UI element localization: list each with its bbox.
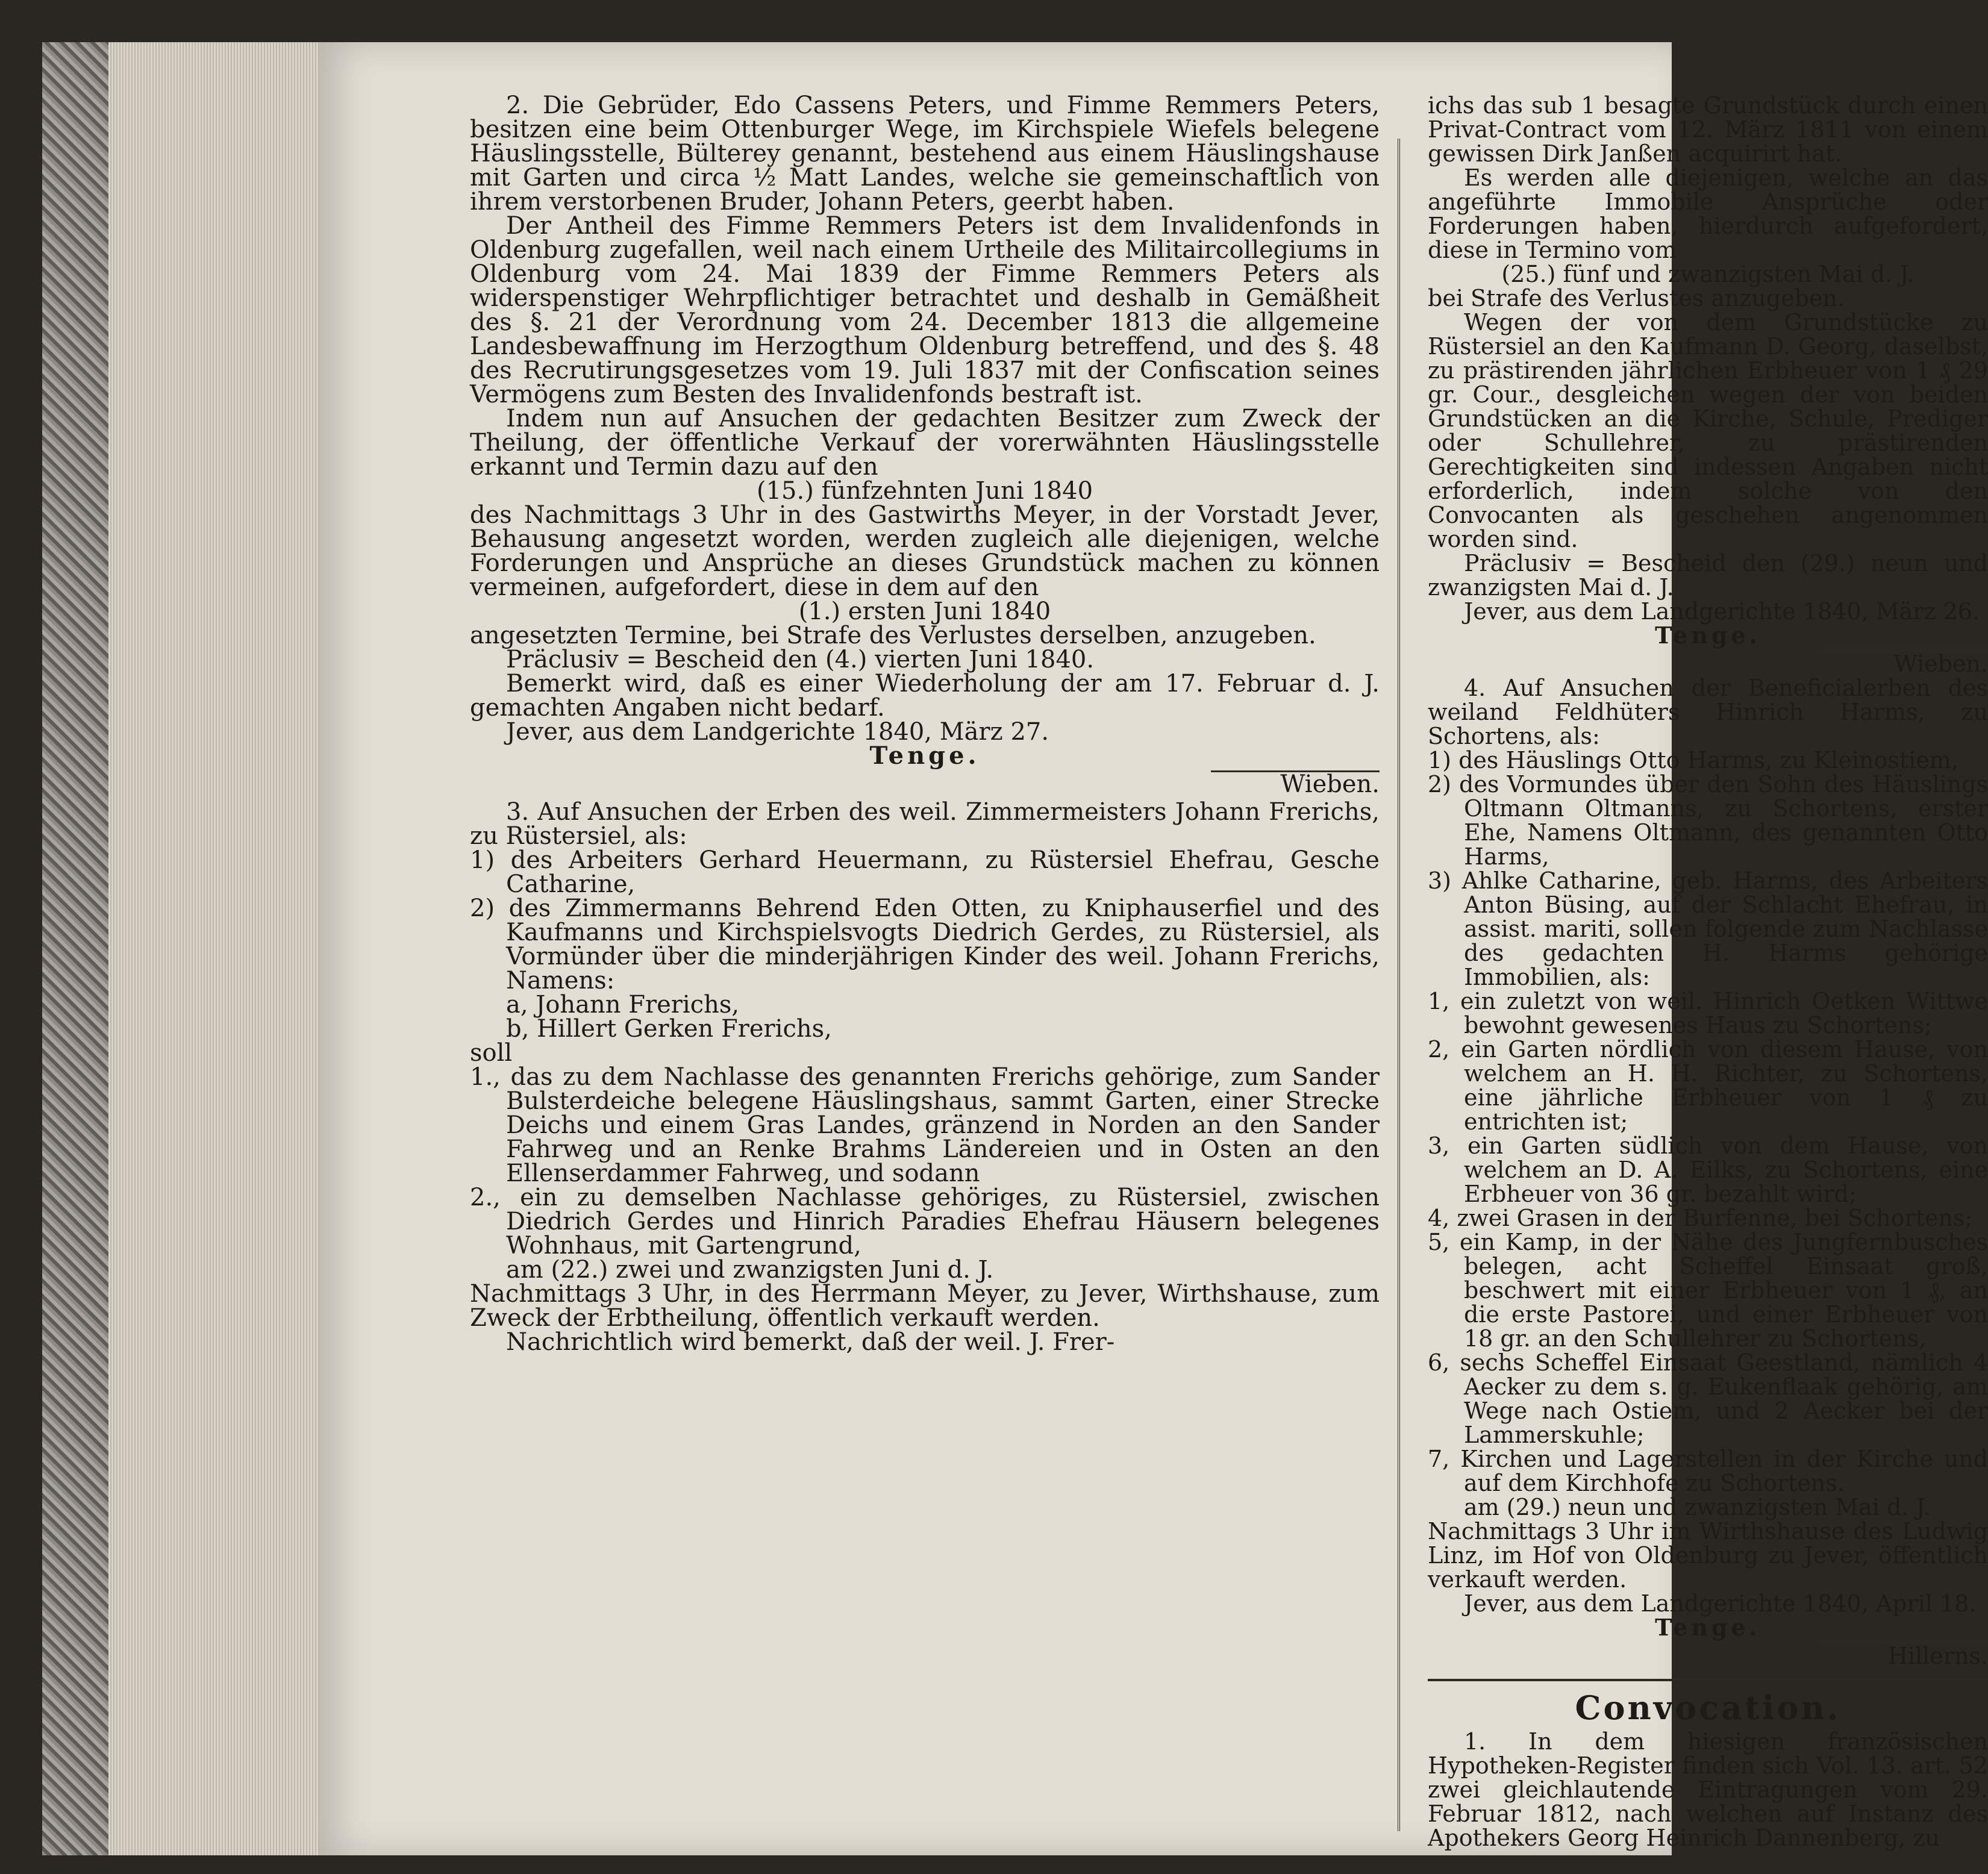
paragraph: 3. Auf Ansuchen der Erben des weil. Zimmermeisters Johann Frerichs, zu Rüstersiel, als: [470,798,1387,850]
list-item: 3, ein Garten südlich von dem Hause, von welchem an D. A. Eilks, zu Schortens, eine Erbheuer von 36 gr. bezahlt wird; [1428,1132,1988,1207]
paragraph: Nachrichtlich wird bemerkt, daß der weil. J. Frer- [506,1328,1115,1356]
list-item: 2., ein zu demselben Nachlasse gehöriges, zu Rüstersiel, zwischen Diedrich Gerdes und Hinrich Paradies Ehefrau Häusern belegenes Wohnhaus, mit Gartengrund, [470,1184,1380,1260]
signature: Wieben. [1893,651,1988,677]
signature: Tenge. [1655,1614,1761,1641]
signature: Wieben. [1280,770,1380,798]
date-line: am (22.) zwei und zwanzigsten Juni d. J. [506,1256,994,1284]
date-line: (15.) fünfzehnten Juni 1840 [756,477,1093,505]
list-item: 7, Kirchen und Lagerstellen in der Kirche und auf dem Kirchhofe zu Schortens. [1428,1446,1988,1496]
right-column [1428,93,1988,1850]
paragraph: Nachmittags 3 Uhr, in des Herrmann Meyer, zu Jever, Wirthshause, zum Zweck der Erbtheilung, öffentlich verkauft werden. [470,1280,1387,1332]
book-page-edge [42,42,110,1855]
place-date: Jever, aus dem Landgerichte 1840, März 27. [506,718,1049,746]
list-item: a, Johann Frerichs, [506,991,740,1019]
list-item: 1) des Häuslings Otto Harms, zu Kleinostiem, [1428,747,1958,773]
list-item: 3) Ahlke Catharine, geb. Harms, des Arbeiters Anton Büsing, auf der Schlacht Ehefrau, in assist. mariti, sollen folgende zum Nachlasse des gedachten H. Harms gehörige Immobilien, als: [1428,867,1988,990]
book-page-stack [108,42,320,1855]
date-line: (1.) ersten Juni 1840 [798,598,1051,625]
paragraph: des Nachmittags 3 Uhr in des Gastwirths Meyer, in der Vorstadt Jever, Behausung angesetzt worden, werden zugleich alle diejenigen, welche Forderungen und Ansprüche an dieses Grundstück machen zu können vermeinen, aufgefordert, diese in dem auf den [470,501,1387,601]
list-item: b, Hillert Gerken Frerichs, [506,1015,832,1043]
paragraph: Indem nun auf Ansuchen der gedachten Besitzer zum Zweck der Theilung, der öffentliche Verkauf der vorerwähnten Häuslingsstelle erkannt und Termin dazu auf den [470,405,1387,481]
list-item: 2) des Zimmermanns Behrend Eden Otten, zu Kniphauserfiel und des Kaufmanns und Kirchspielsvogts Diedrich Gerdes, zu Rüstersiel, als Vormünder über die minderjährigen Kinder des weil. Johann Frerichs, Namens: [470,895,1380,995]
list-item: 1., das zu dem Nachlasse des genannten Frerichs gehörige, zum Sander Bulsterdeiche belegene Häuslingshaus, sammt Garten, einer Strecke Deichs und einem Gras Landes, gränzend in Norden an den Sander Fahrweg und an Renke Brahms Ländereien und in Osten an den Ellenserdammer Fahrweg, und sodann [470,1063,1380,1187]
paragraph: 4. Auf Ansuchen der Beneficialerben des weiland Feldhüters Hinrich Harms, zu Schortens, als: [1428,675,1988,749]
paragraph: Präclusiv = Bescheid den (29.) neun und zwanzigsten Mai d. J. [1428,550,1988,601]
paragraph: 2. Die Gebrüder, Edo Cassens Peters, und Fimme Remmers Peters, besitzen eine beim Ottenburger Wege, im Kirchspiele Wiefels belegene Häuslingsstelle, Bülterey genannt, bestehend aus einem Häuslingshause mit Garten und circa ½ Matt Landes, welche sie gemeinschaftlich von ihrem verstorbenen Bruder, Johann Peters, geerbt haben. [470,92,1387,216]
section-heading: Convocation. [1575,1688,1841,1727]
signature: Tenge. [869,742,980,770]
paragraph: 1. In dem hiesigen französischen Hypotheken-Register finden sich Vol. 13. art. 52 zwei gleichlautende Eintragungen vom 29. Februar 1812, nach welchen auf Instanz des Apothekers Georg Heinrich Dannenberg, zu [1428,1728,1988,1851]
column-divider [1398,139,1400,1831]
paragraph: Wegen der von dem Grundstücke zu Rüstersiel an den Kaufmann D. Georg, daselbst, zu prästirenden jährlichen Erbheuer von 1 ₰ 29 gr. Cour., desgleichen wegen der von beiden Grundstücken an die Kirche, Schule, Prediger oder Schullehrer, zu prästirenden Gerechtigkeiten sind indessen Angaben nicht erforderlich, indem solche von den Convocanten als geschehen angenommen worden sind. [1428,309,1988,552]
left-column [470,92,1387,1356]
paragraph: soll [470,1039,513,1067]
paragraph: angesetzten Termine, bei Strafe des Verlustes derselben, anzugeben. [470,622,1316,649]
signature: Hillerns. [1887,1643,1988,1669]
paragraph: bei Strafe des Verlustes anzugeben. [1428,285,1845,311]
list-item: 4, zwei Grasen in der Burfenne, bei Schortens; [1428,1205,1973,1231]
place-date: Jever, aus dem Landgerichte 1840, April 18. [1464,1590,1977,1617]
paragraph: ichs das sub 1 besagte Grundstück durch einen Privat-Contract vom 12. März 1811 von einem gewissen Dirk Janßen acquirirt hat. [1428,92,1988,167]
list-item: 2) des Vormundes über den Sohn des Häuslings Oltmann Oltmanns, zu Schortens, erster Ehe, Namens Oltmann, des genannten Otto Harms, [1428,771,1988,870]
paragraph: Der Antheil des Fimme Remmers Peters ist dem Invalidenfonds in Oldenburg zugefallen, weil nach einem Urtheile des Militaircollegiums in Oldenburg vom 24. Mai 1839 der Fimme Remmers Peters als widerspenstiger Wehrpflichtiger betrachtet und deshalb in Gemäßheit des §. 21 der Verordnung vom 24. December 1813 die allgemeine Landesbewaffnung im Herzogthum Oldenburg betreffend, und des §. 48 des Recrutirungsgesetzes vom 19. Juli 1837 mit der Confiscation seines Vermögens zum Besten des Invalidenfonds bestraft ist. [470,212,1387,408]
list-item: 1) des Arbeiters Gerhard Heuermann, zu Rüstersiel Ehefrau, Gesche Catharine, [470,846,1380,898]
signature: Tenge. [1655,622,1761,649]
document-page [319,42,1988,1855]
list-item: 6, sechs Scheffel Einsaat Geestland, nämlich 4 Aecker zu dem s. g. Eukenflaak gehörig, am Wege nach Ostiem, und 2 Aecker bei der Lammerskuhle; [1428,1349,1988,1448]
place-date: Jever, aus dem Landgerichte 1840, März 26. [1464,598,1980,625]
list-item: 1, ein zuletzt von weil. Hinrich Oetken Wittwe bewohnt gewesenes Haus zu Schortens; [1428,988,1988,1039]
paragraph: Bemerkt wird, daß es einer Wiederholung der am 17. Februar d. J. gemachten Angaben nicht bedarf. [470,670,1387,722]
date-line: am (29.) neun und zwanzigsten Mai d. J. [1464,1494,1931,1520]
paragraph: Nachmittags 3 Uhr im Wirthshause des Ludwig Linz, im Hof von Oldenburg zu Jever, öffentlich verkauft werden. [1428,1518,1988,1593]
paragraph: Es werden alle diejenigen, welche an das angeführte Immobile Ansprüche oder Forderungen haben, hierdurch aufgefordert, diese in Termino vom [1428,164,1988,263]
list-item: 5, ein Kamp, in der Nähe des Jungfernbusches belegen, acht Scheffel Einsaat groß, beschwert mit einer Erbheuer von 1 ₰, an die erste Pastorei, und einer Erbheuer von 18 gr. an den Schullehrer zu Schortens, [1428,1229,1988,1352]
date-line: (25.) fünf und zwanzigsten Mai d. J. [1501,261,1915,287]
section-rule [1428,1679,1988,1681]
paragraph: Präclusiv = Bescheid den (4.) vierten Juni 1840. [506,646,1095,673]
list-item: 2, ein Garten nördlich von diesem Hause, von welchem an H. H. Richter, zu Schortens, eine jährliche Erbheuer von 1 ₰ zu entrichten ist; [1428,1036,1988,1135]
